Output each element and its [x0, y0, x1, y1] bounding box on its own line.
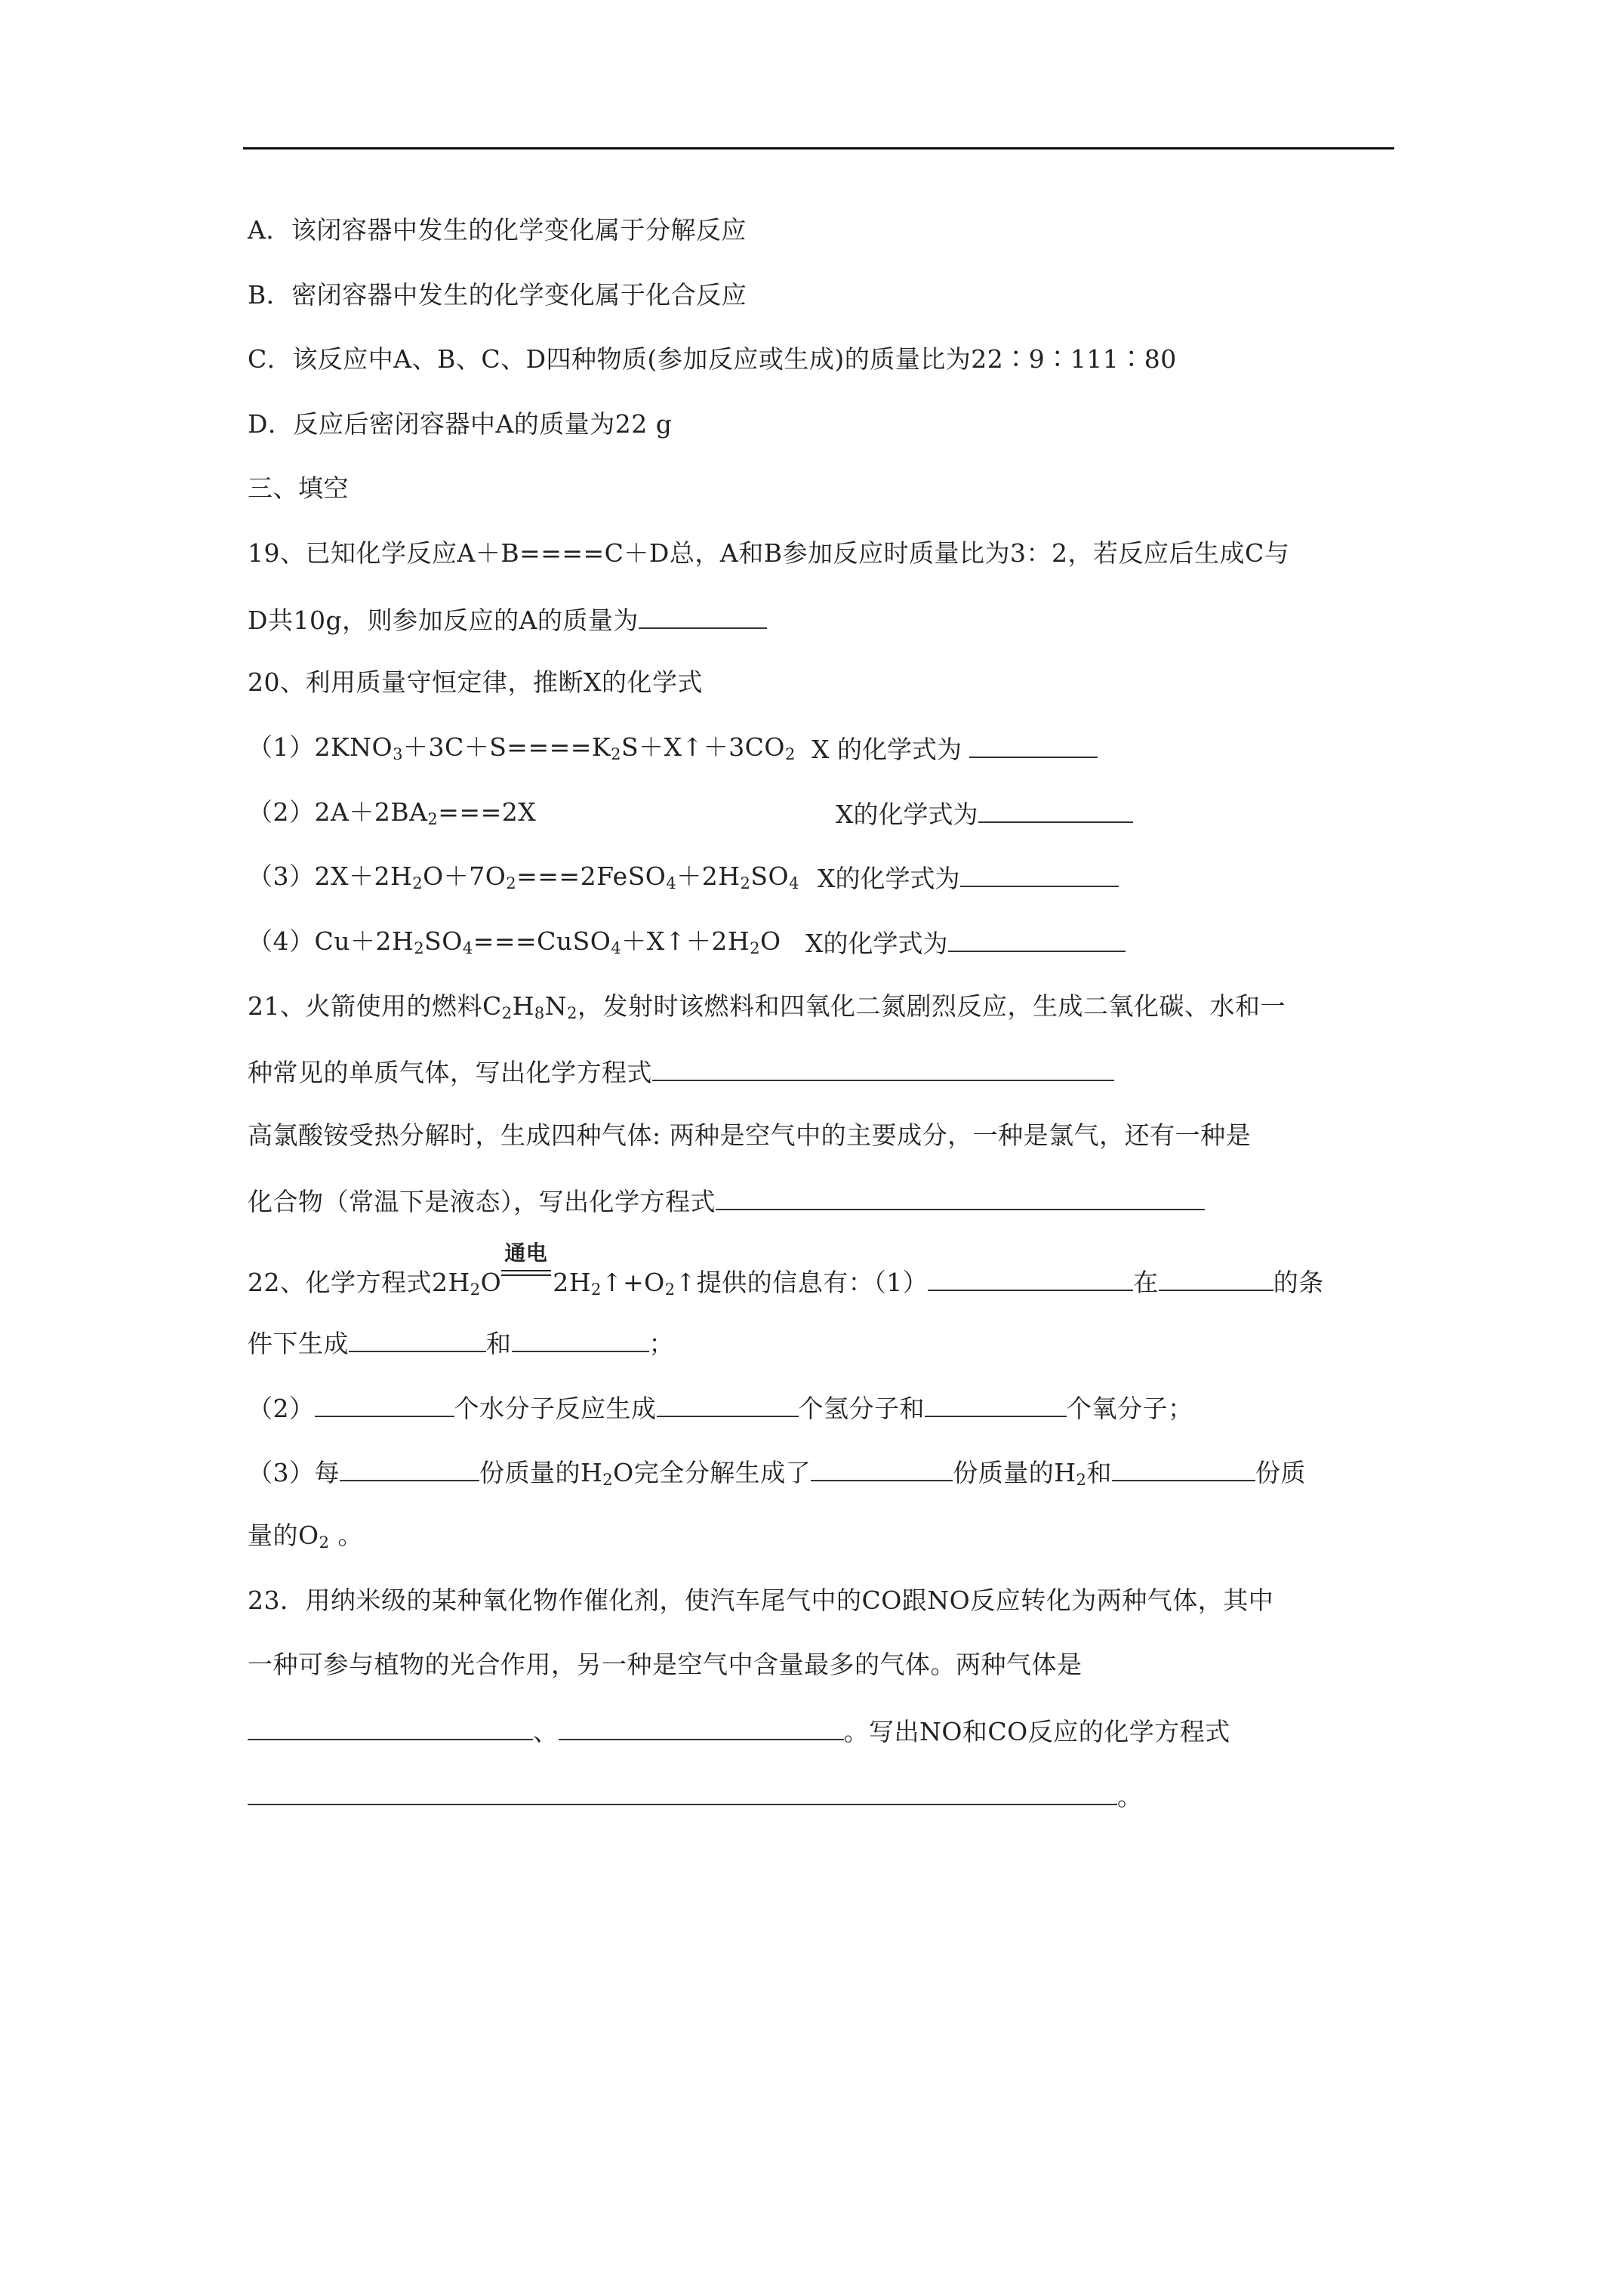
q22-blank-2[interactable] — [1159, 1264, 1273, 1291]
q22-blank-6[interactable] — [657, 1390, 799, 1417]
q23-line2: 一种可参与植物的光合作用，另一种是空气中含量最多的气体。两种气体是 — [248, 1650, 1083, 1679]
section-title: 三、填空 — [248, 473, 349, 503]
q20-ask2: X的化学式为 — [836, 796, 1133, 831]
q22-line2: 件下生成 和 ； — [248, 1325, 674, 1361]
q20-eq1: $(1)2KNO_3+3C+S====K_2S+X↑+3CO_2$ — [248, 732, 796, 763]
q21-line2: 种常见的单质气体，写出化学方程式 — [248, 1054, 1114, 1089]
q20-ask3: X的化学式为 — [818, 860, 1119, 895]
q22-blank-4[interactable] — [512, 1325, 649, 1352]
q21-line1: 21、火箭使用的燃料$C_2H_8N_2$，发射时该燃料和四氧化二氮剧烈反应，生成二氧化碳、水和一 — [248, 991, 1286, 1022]
q22-blank-5[interactable] — [315, 1390, 454, 1417]
option-b: B．密闭容器中发生的化学变化属于化合反应 — [248, 280, 747, 310]
q20-answer-blank-2[interactable] — [978, 796, 1133, 823]
q22-blank-8[interactable] — [340, 1454, 479, 1481]
q21-answer-blank-1[interactable] — [652, 1054, 1114, 1081]
q23-blank-1[interactable] — [248, 1713, 533, 1740]
q22-blank-7[interactable] — [925, 1390, 1067, 1417]
q21-line3: 高氯酸铵受热分解时，生成四种气体: 两种是空气中的主要成分，一种是氯气，还有一种是 — [248, 1120, 1252, 1150]
q22-line1: 22、化学方程式$2H_2O$ 通电 $2H_2↑+O_2↑$提供的信息有：（1） 在 的条 — [248, 1240, 1324, 1299]
q19-text: D共10g，则参加反应的A的质量为 — [248, 606, 639, 635]
q22-line4: （3）每 份质量的$H_2O$完全分解生成了 份质量的$H_2$和 份质 — [248, 1454, 1306, 1490]
q22-line3: （2） 个水分子反应生成 个氢分子和 个氧分子； — [248, 1390, 1193, 1425]
q23-line1: 23．用纳米级的某种氧化物作催化剂，使汽车尾气中的CO跟NO反应转化为两种气体，其中 — [248, 1586, 1274, 1615]
q20-eq2: $(2)2A+2BA_2===2X$ — [248, 797, 537, 828]
q20-eq4: $(4)Cu+2H_2SO_4===CuSO_4+X↑+2H_2O$ — [248, 926, 781, 957]
q19-line1: 19、已知化学反应A＋B====C＋D总，A和B参加反应时质量比为3：2，若反应后生成C与 — [248, 538, 1290, 568]
q21-answer-blank-2[interactable] — [716, 1183, 1205, 1210]
q21-line4: 化合物（常温下是液态），写出化学方程式 — [248, 1183, 1205, 1219]
q23-line3: 、 。写出NO和CO反应的化学方程式 — [248, 1713, 1230, 1749]
option-a: A．该闭容器中发生的化学变化属于分解反应 — [248, 215, 747, 245]
q23-blank-2[interactable] — [559, 1713, 844, 1740]
electrolysis-condition: 通电 — [501, 1261, 553, 1291]
header-rule — [243, 147, 1394, 149]
q20-ask1: X 的化学式为 — [812, 731, 1098, 766]
q19-answer-blank[interactable] — [639, 602, 767, 629]
q19-line2 — [248, 602, 767, 637]
q22-blank-9[interactable] — [811, 1454, 953, 1481]
q23-equation-blank[interactable] — [248, 1778, 1117, 1805]
option-c: C．该反应中A、B、C、D四种物质(参加反应或生成)的质量比为22∶9∶111∶80 — [248, 344, 1177, 374]
q22-line5: 量的$O_2$ 。 — [248, 1521, 363, 1552]
option-d: D．反应后密闭容器中A的质量为22 g — [248, 409, 673, 439]
q22-blank-1[interactable] — [928, 1264, 1133, 1291]
q22-blank-10[interactable] — [1112, 1454, 1255, 1481]
q20-eq3: $(3)2X+2H_2O+7O_2===2FeSO_4+2H_2SO_4$ — [248, 861, 799, 892]
q20-stem: 20、利用质量守恒定律，推断X的化学式 — [248, 667, 703, 697]
q20-answer-blank-1[interactable] — [969, 731, 1098, 758]
q20-answer-blank-4[interactable] — [948, 925, 1126, 952]
q20-ask4: X的化学式为 — [805, 925, 1126, 960]
q23-line4: 。 — [248, 1778, 1143, 1814]
q20-answer-blank-3[interactable] — [960, 860, 1119, 887]
q22-blank-3[interactable] — [349, 1325, 486, 1352]
